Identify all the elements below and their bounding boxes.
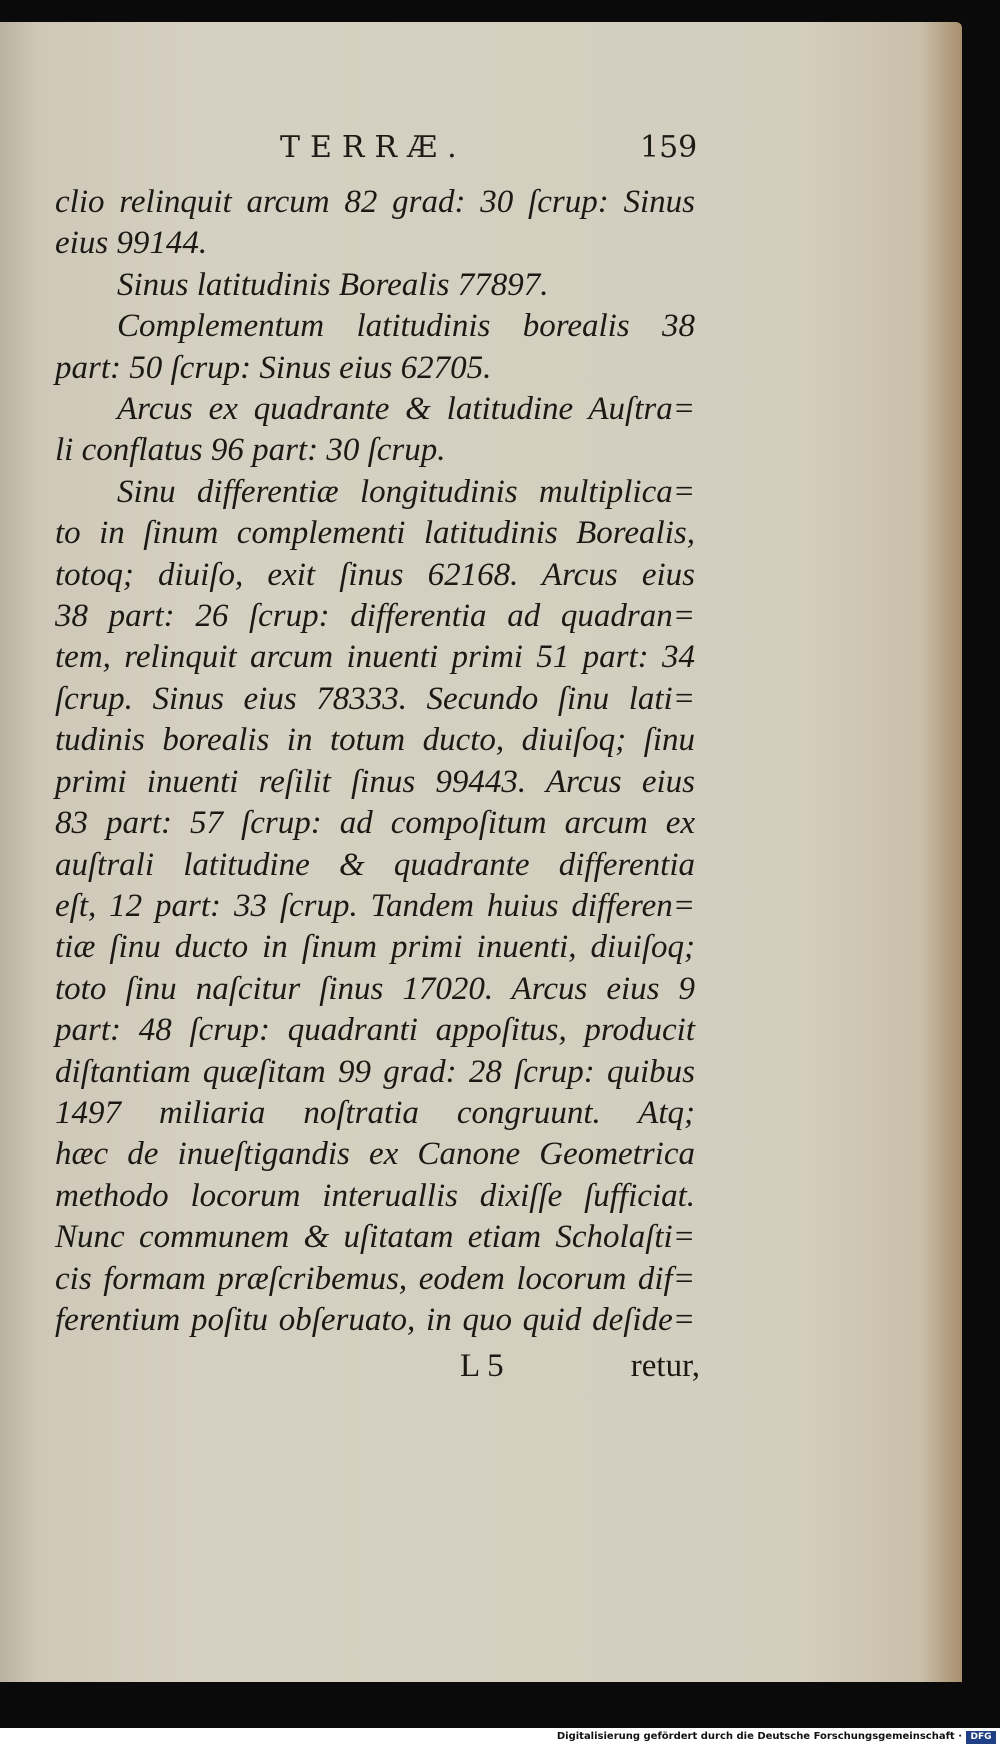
text-line: to in ſinum complementi latitudinis Borealis, bbox=[55, 515, 695, 552]
text-line: tiæ ſinu ducto in ſinum primi inuenti, diuiſoq; bbox=[55, 929, 695, 966]
text-line: Nunc communem & uſitatam etiam Scholaſti= bbox=[55, 1219, 695, 1256]
text-line: auſtrali latitudine & quadrante differentia bbox=[55, 846, 695, 883]
page-number: 159 bbox=[640, 130, 698, 165]
text-line: diſtantiam quæſitam 99 grad: 28 ſcrup: quibus bbox=[55, 1053, 695, 1090]
text-line: eſt, 12 part: 33 ſcrup. Tandem huius differen= bbox=[55, 887, 695, 924]
text-line: Complementum latitudinis borealis 38 bbox=[117, 308, 695, 345]
text-line: ſcrup. Sinus eius 78333. Secundo ſinu lati= bbox=[55, 680, 695, 717]
signature-mark: L 5 bbox=[460, 1348, 504, 1384]
catchword: retur, bbox=[630, 1348, 700, 1384]
dfg-logo: DFG bbox=[966, 1731, 996, 1744]
text-line: Sinu differentiæ longitudinis multiplica= bbox=[117, 473, 695, 510]
text-line: Sinus latitudinis Borealis 77897. bbox=[117, 266, 549, 303]
text-line: li conflatus 96 part: 30 ſcrup. bbox=[55, 432, 446, 469]
text-line: 1497 miliaria noſtratia congruunt. Atq; bbox=[55, 1094, 695, 1131]
text-line: Arcus ex quadrante & latitudine Auſtra= bbox=[117, 391, 695, 428]
footer-bar bbox=[0, 1728, 1000, 1748]
text-line: 83 part: 57 ſcrup: ad compoſitum arcum ex bbox=[55, 805, 695, 842]
page-body-text bbox=[55, 182, 695, 1341]
text-line: cis formam præſcribemus, eodem locorum dif= bbox=[55, 1260, 695, 1297]
text-line: clio relinquit arcum 82 grad: 30 ſcrup: Sinus bbox=[55, 184, 695, 220]
text-line: totoq; diuiſo, exit ſinus 62168. Arcus eius bbox=[55, 556, 695, 593]
text-line: ferentium poſitu obſeruato, in quo quid deſide= bbox=[55, 1301, 695, 1338]
text-line: eius 99144. bbox=[55, 225, 208, 262]
text-line: methodo locorum interuallis dixiſſe ſufficiat. bbox=[55, 1177, 695, 1214]
text-line: toto ſinu naſcitur ſinus 17020. Arcus eius 9 bbox=[55, 970, 695, 1007]
text-line: primi inuenti reſilit ſinus 99443. Arcus eius bbox=[55, 763, 695, 800]
text-line: tudinis borealis in totum ducto, diuiſoq; ſinu bbox=[55, 722, 695, 759]
text-line: tem, relinquit arcum inuenti primi 51 part: 34 bbox=[55, 639, 695, 676]
text-line: part: 48 ſcrup: quadranti appoſitus, producit bbox=[55, 1012, 695, 1049]
text-line: part: 50 ſcrup: Sinus eius 62705. bbox=[55, 349, 492, 386]
running-title: TERRÆ. bbox=[280, 130, 467, 165]
book-page bbox=[0, 22, 962, 1682]
text-line: 38 part: 26 ſcrup: differentia ad quadran= bbox=[55, 598, 695, 635]
footer-credit: Digitalisierung gefördert durch die Deutsche Forschungsgemeinschaft · bbox=[556, 1731, 962, 1742]
text-line: hæc de inueſtigandis ex Canone Geometrica bbox=[55, 1136, 695, 1173]
